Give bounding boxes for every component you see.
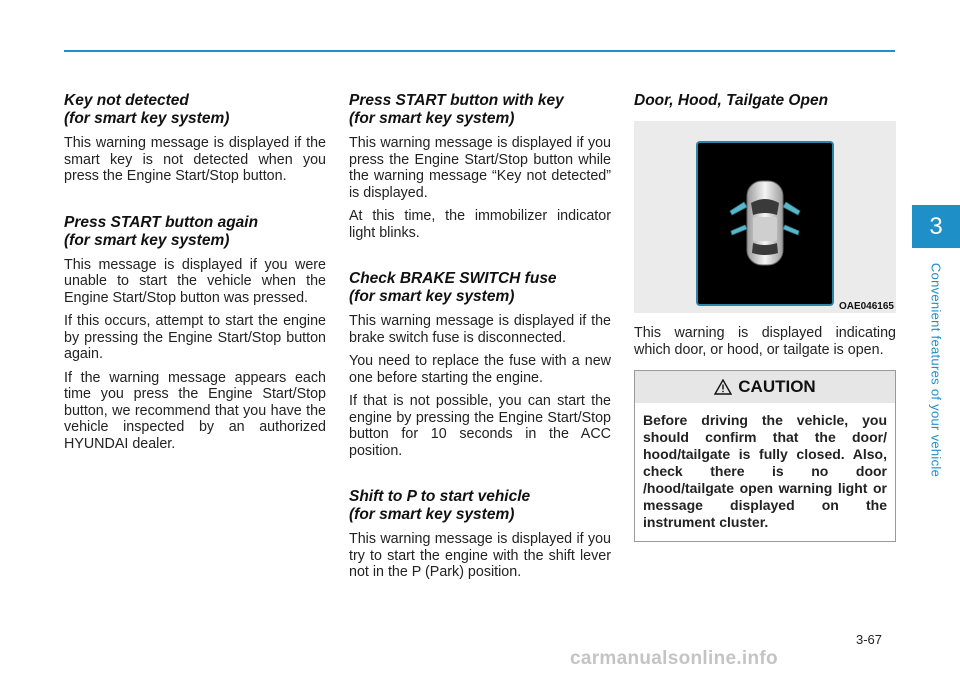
column-left xyxy=(64,92,326,459)
paragraph: This warning message is displayed if the smart key is not detected when you press the Engine Start/Stop button. xyxy=(64,135,326,184)
paragraph: This warning message is displayed if you press the Engine Start/Stop button while the warning message “Key not detected” is displayed. xyxy=(349,135,611,201)
header-rule xyxy=(64,50,895,52)
column-right xyxy=(634,92,896,542)
warning-triangle-icon xyxy=(714,379,732,395)
door-open-figure xyxy=(634,121,896,313)
car-doors-open-icon xyxy=(698,143,832,304)
heading-door-hood-tailgate-open: Door, Hood, Tailgate Open xyxy=(634,92,829,109)
caution-title: CAUTION xyxy=(738,377,816,396)
heading-shift-to-p: Shift to P to start vehicle (for smart key system) xyxy=(349,488,531,523)
heading-check-brake-switch-fuse: Check BRAKE SWITCH fuse (for smart key system) xyxy=(349,270,557,305)
heading-press-start-with-key: Press START button with key (for smart key system) xyxy=(349,92,564,127)
chapter-tab: 3 xyxy=(912,205,960,248)
heading-press-start-again: Press START button again (for smart key system) xyxy=(64,213,259,249)
paragraph: This warning message is displayed if you try to start the engine with the shift lever not in the P (Park) position. xyxy=(349,531,611,580)
caution-header xyxy=(635,371,895,403)
cluster-display xyxy=(696,141,834,306)
watermark: carmanualsonline.info xyxy=(570,648,778,669)
caution-text: Before driving the vehicle, you should confirm that the door/ hood/tailgate is fully closed. Also, check there is no door /hood/tailgate open warning light or message displayed on the instrument cluster. xyxy=(643,412,887,530)
paragraph: If that is not possible, you can start the engine by pressing the Engine Start/Stop button for 10 seconds in the ACC position. xyxy=(349,393,611,459)
chapter-label: Convenient features of your vehicle xyxy=(928,262,944,478)
paragraph: This message is displayed if you were unable to start the vehicle when the Engine Start/Stop button was pressed. xyxy=(64,256,326,306)
paragraph: This warning message is displayed if the brake switch fuse is disconnected. xyxy=(349,313,611,346)
paragraph: At this time, the immobilizer indicator light blinks. xyxy=(349,208,611,241)
paragraph: You need to replace the fuse with a new one before starting the engine. xyxy=(349,353,611,386)
figure-code: OAE046165 xyxy=(838,301,894,312)
column-middle xyxy=(349,92,611,588)
paragraph: If the warning message appears each time you press the Engine Start/Stop button, we recommend that you have the vehicle inspected by an authorized HYUNDAI dealer. xyxy=(64,369,326,452)
paragraph: If this occurs, attempt to start the engine by pressing the Engine Start/Stop button again. xyxy=(64,313,326,362)
paragraph: This warning is displayed indicating which door, or hood, or tailgate is open. xyxy=(634,325,896,358)
page-number: 3-67 xyxy=(856,632,883,647)
caution-box xyxy=(634,370,896,542)
heading-key-not-detected: Key not detected (for smart key system) xyxy=(64,92,230,127)
